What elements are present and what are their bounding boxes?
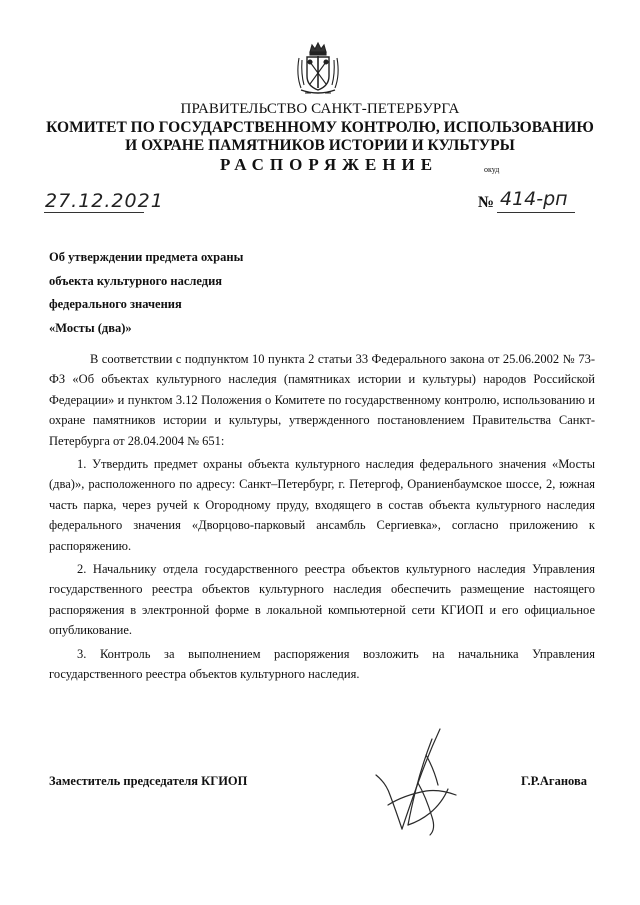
preamble-paragraph: В соответствии с подпунктом 10 пункта 2 статьи 33 Федерального закона от 25.06.2002 № 73-ФЗ «Об объектах культурного наследия (памятниках истории и культуры) народов Российской Федерации» и пунктом 3.12 Положения о Комитете по государственному контролю, использованию и охране памятников истории и культуры, утвержденного постановлением Правительства Санкт-Петербурга от 28.04.2004 № 651: xyxy=(49,352,595,448)
committee-title-line2: И ОХРАНЕ ПАМЯТНИКОВ ИСТОРИИ И КУЛЬТУРЫ xyxy=(125,137,515,154)
subject-line: федерального значения xyxy=(49,297,182,311)
number-underline xyxy=(497,212,575,213)
subject-line: Об утверждении предмета охраны xyxy=(49,250,244,264)
signatory-position: Заместитель председателя КГИОП xyxy=(49,774,248,788)
subject-line: объекта культурного наследия xyxy=(49,273,223,288)
signatory-name: Г.Р.Аганова xyxy=(521,774,587,788)
document-body xyxy=(49,349,595,688)
document-subject xyxy=(49,246,243,340)
document-type: РАСПОРЯЖЕНИЕ xyxy=(220,155,439,174)
number-label: № xyxy=(478,194,495,211)
okud-label: окуд xyxy=(484,165,500,174)
date-underline xyxy=(44,212,144,213)
clause-3-paragraph: 3. Контроль за выполнением распоряжения возложить на начальника Управления государственного реестра объектов культурного наследия. xyxy=(49,646,595,682)
government-title: ПРАВИТЕЛЬСТВО САНКТ-ПЕТЕРБУРГА xyxy=(180,101,460,117)
document-number: 414-рп xyxy=(500,188,568,210)
subject-line: «Мосты (два)» xyxy=(49,320,132,335)
handwritten-signature xyxy=(368,725,468,840)
coat-of-arms-icon xyxy=(293,40,343,98)
clause-2-paragraph: 2. Начальнику отдела государственного реестра объектов культурного наследия Управления государственного реестра объектов культурного наследия обеспечить размещение настоящего распоряжения в электронной форме в локальной компьютерной сети КГИОП и его официальное опубликование. xyxy=(49,562,595,638)
committee-title xyxy=(0,119,640,155)
clause-1-paragraph: 1. Утвердить предмет охраны объекта культурного наследия федерального значения «Мосты (два)», расположенного по адресу: Санкт–Петербург, г. Петергоф, Ораниенбаумское шоссе, 2, южная часть парка, через ручей к Огородному пруду, входящего в состав объекта культурного наследия федерального значения «Дворцово-парковый ансамбль Сергиевка», согласно приложению к распоряжению. xyxy=(49,457,595,553)
committee-title-line1: КОМИТЕТ ПО ГОСУДАРСТВЕННОМУ КОНТРОЛЮ, ИСПОЛЬЗОВАНИЮ xyxy=(46,119,594,136)
document-date: 27.12.2021 xyxy=(45,190,164,212)
